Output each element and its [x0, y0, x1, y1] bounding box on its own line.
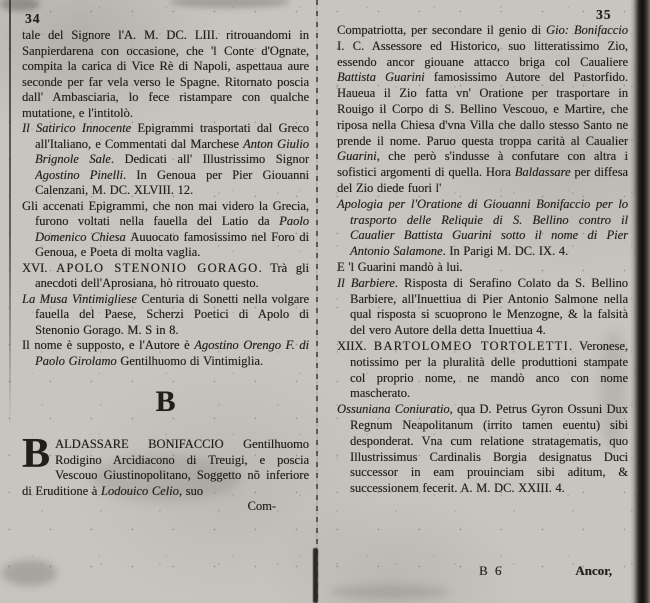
text-segment: BARTOLOMEO TORTOLETTI: [373, 338, 569, 353]
text-segment: Lodouico Celio: [100, 483, 179, 498]
paper-smudge: [0, 0, 40, 11]
text-segment: Anton Giulio Brignole Sale: [35, 136, 309, 166]
text-segment: I. C. Assessore ed Historico, suo litteratissimo Zio, essendo ancor giouane attacco briga col Caualiere: [337, 38, 628, 69]
signature-mark: B 6: [479, 563, 504, 578]
drop-cap: B: [22, 431, 51, 477]
bibliography-entry: [337, 339, 628, 402]
text-segment: Il Satirico Innocente: [22, 121, 138, 135]
text-segment: La Musa Vintimigliese: [22, 291, 142, 306]
text-segment: tale del Signore l'A. M. DC. LIII. ritrouandomi in Sanpierdarena con occasione, che 'l Conte d'Ognate, compita la carica di Vice Rè di Napoli, aspettaua aure seconde per far vela verso le Spagne. Ritornato poscia dall' Ambasciaria, lo fece ristampare con qualche mutatione, e l'intitolò.: [22, 28, 309, 120]
column-divider: [316, 0, 318, 603]
bibliography-entry: [22, 261, 309, 292]
text-segment: Agostino Pinelli: [35, 167, 123, 182]
text-segment: Gio: Bonifaccio: [546, 23, 628, 37]
text-segment: Paolo Domenico Chiesa: [35, 214, 309, 244]
section-letter: B: [155, 385, 176, 418]
text-segment: Baldassare: [514, 165, 575, 180]
bibliography-entry: [337, 276, 628, 339]
paper-smudge: [170, 0, 290, 8]
page-number-right: 35: [596, 7, 612, 22]
page-edge-line: [9, 0, 11, 430]
text-segment: Epigrammi trasportati dal Greco all'Italiano, e Commentati dal Marchese: [35, 121, 309, 151]
text-segment: per diffesa del Zio diede fuori l': [337, 165, 628, 195]
bibliography-entry: [337, 197, 628, 260]
catchword-right: Ancor,: [575, 563, 612, 578]
text-segment: Compatriotta, per secondare il genio di: [337, 23, 546, 37]
binding-edge: [630, 0, 650, 603]
text-segment: , qua D. Petrus Gyron Ossuni Dux Regnum Neapolitanum (irrito tamen euentu) sibi desponderat. Vna cum relatione stratagematis, quo Illustrissimus Cardinalis Borgia designatus Duci successor in eam prouinciam sibi aditum, & successionem fecerit. A. M. DC. XXIII. 4.: [350, 402, 628, 496]
text-segment: . Risposta di Serafino Colato da S. Bellino Barbiere, all'Inuettiua di Pier Antonio Salmone nella qual risposta si scuoprono le Menzogne, & la falsità del vero Autore della detta Inuettiua 4.: [350, 275, 628, 338]
text-segment: ALDASSARE BONIFACCIO Gentilhuomo Rodigino Arcidiacono di Treuigi, e poscia Vescouo Giustinopolitano, Soggetto nõ inferiore di Eruditione à: [22, 437, 309, 498]
left-page-text-column: [22, 28, 309, 515]
text-segment: XIIX.: [337, 338, 374, 353]
text-segment: . Trà gli anecdoti dell'Aprosiana, hò ritrouato questo.: [35, 260, 309, 290]
text-segment: , suo: [178, 483, 203, 498]
text-segment: Il Barbiere: [337, 275, 395, 290]
paragraph: [337, 260, 628, 276]
right-page-footer: [337, 563, 628, 580]
text-segment: Guarini: [337, 149, 377, 164]
paragraph: [337, 23, 628, 197]
bibliography-entry: [22, 338, 309, 369]
page-number-left: 34: [25, 11, 41, 26]
text-segment: APOLO STENONIO GORAGO: [56, 260, 259, 275]
bibliography-entry: [337, 402, 628, 497]
text-segment: Auuocato famosissimo nel Foro di Genoua, e Poeta di molta vaglia.: [35, 229, 309, 259]
text-segment: famosissimo Autore del Pastorfido. Haueua il Zio fatta vn' Oratione per trasportare in Rouigo il Corpo di S. Bellino Vescouo, e Martire, che riposa nella Chiesa d'vna Villa che dallo stesso Santo ne prende il nome. Paruo questa troppa carità al Caualier: [337, 70, 628, 148]
text-segment: . Dedicati all' Illustrissimo Signor: [110, 152, 310, 166]
text-segment: XVI.: [22, 260, 57, 275]
text-segment: . In Parigi M. DC. IX. 4.: [442, 244, 569, 259]
text-segment: . In Genoua per Pier Giouanni Calenzani, M. DC. XLVIII. 12.: [35, 167, 310, 197]
bibliography-entry: [22, 292, 309, 339]
bibliography-entry: [22, 199, 309, 261]
right-page-text-column: [337, 23, 628, 497]
text-segment: E 'l Guarini mandò à lui.: [337, 259, 463, 274]
text-segment: Agostino Orengo F. di Paolo Girolamo: [35, 338, 309, 368]
text-segment: Gli accenati Epigrammi, che non mai videro la Grecia, furono voltati nella fauella del Latio da: [22, 198, 309, 228]
paragraph: [22, 28, 309, 121]
text-segment: Ossuniana Coniuratio: [337, 402, 450, 417]
bibliography-entry: [22, 121, 309, 199]
paper-smudge: [330, 585, 450, 599]
text-segment: Gentilhuomo di Vintimiglia.: [120, 353, 263, 368]
dropcap-paragraph: [22, 431, 309, 499]
text-segment: Battista Guarini: [337, 70, 434, 85]
catchword-left: Com-: [247, 499, 276, 513]
column-divider-bottom: [313, 548, 318, 603]
paper-smudge: [2, 560, 57, 586]
text-segment: Il nome è supposto, e l'Autore è: [22, 338, 195, 352]
text-segment: Apologia per l'Oratione di Giouanni Bonifaccio per lo trasporto delle Reliquie di S. Bellino contro il Caualier Battista Guarini sotto il nome di Pier Antonio Salamone: [337, 196, 628, 259]
text-segment: Centuria di Sonetti nella volgare fauella del Paese, Scherzi Poetici di Apolo di Stenonio Gorago. M. S in 8.: [35, 291, 309, 337]
text-segment: , che però s'indusse à confutare con altra i sofistici argomenti di quella. Hora: [337, 149, 628, 180]
text-segment: . Veronese, notissimo per la pluralità delle produttioni stampate col proprio nome, ne mandò anco con nome mascherato.: [350, 338, 628, 401]
